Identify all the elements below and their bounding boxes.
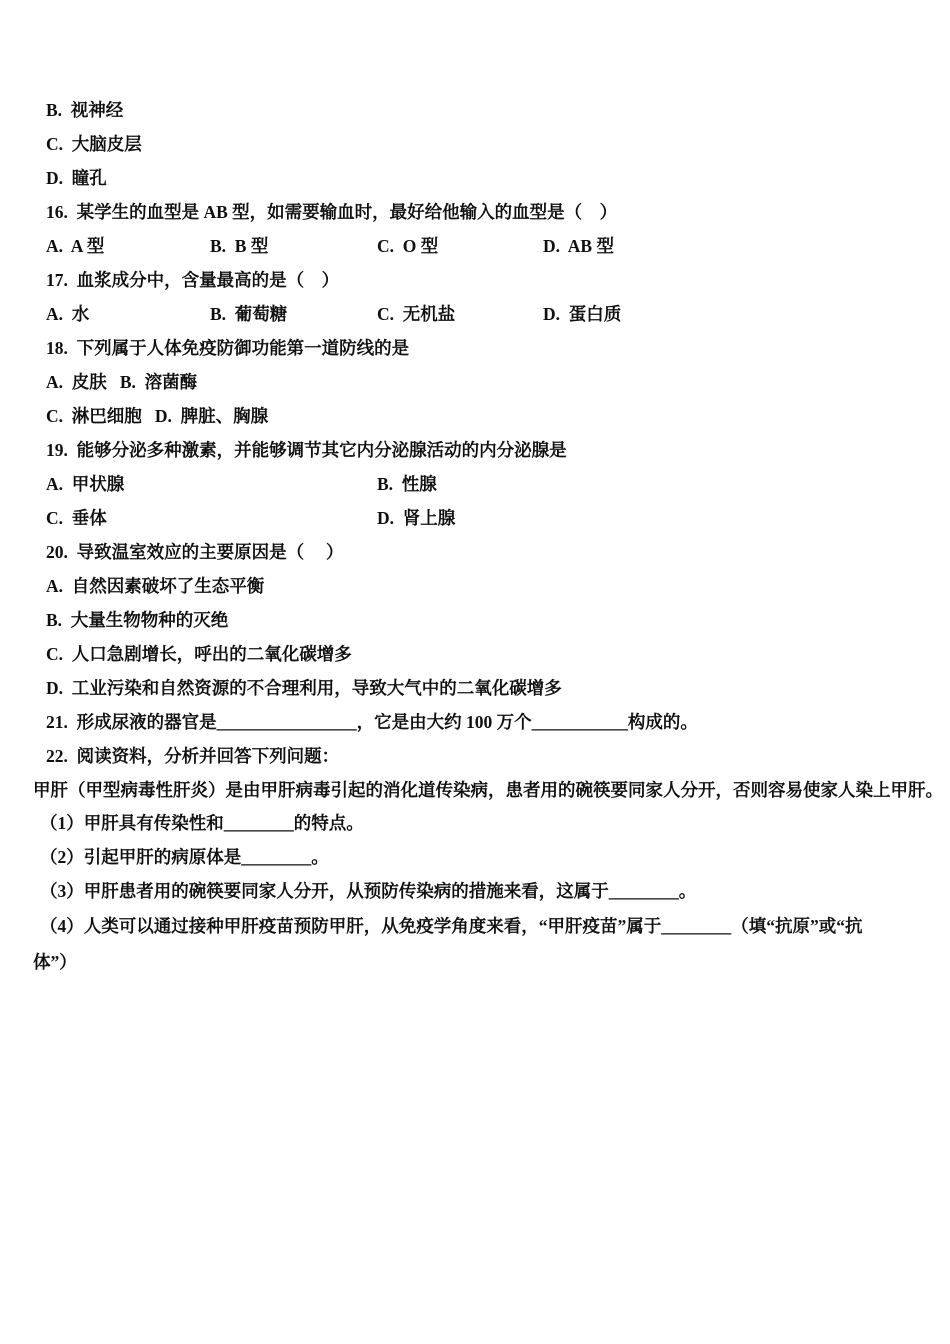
question-19-options-row-1 bbox=[46, 474, 916, 496]
question-16-stem: 16. 某学生的血型是 AB 型，如需要输血时，最好给他输入的血型是（ ） bbox=[46, 202, 618, 222]
question-22-sub-3: （3）甲肝患者用的碗筷要同家人分开，从预防传染病的措施来看，这属于________。 bbox=[40, 881, 697, 901]
question-15-option-b: B. 视神经 bbox=[46, 100, 124, 120]
question-20-stem: 20. 导致温室效应的主要原因是（ ） bbox=[46, 542, 344, 562]
question-15-option-c: C. 大脑皮层 bbox=[46, 134, 142, 154]
question-19-option-c: C. 垂体 bbox=[46, 508, 107, 528]
question-19-option-b: B. 性腺 bbox=[377, 474, 437, 494]
question-20-option-d: D. 工业污染和自然资源的不合理利用，导致大气中的二氧化碳增多 bbox=[46, 678, 562, 698]
question-20-option-a: A. 自然因素破坏了生态平衡 bbox=[46, 576, 265, 596]
question-22-sub-4-continuation: 体”） bbox=[33, 952, 77, 972]
question-20-option-b: B. 大量生物物种的灭绝 bbox=[46, 610, 229, 630]
question-18-options-row-2: C. 淋巴细胞 D. 脾脏、胸腺 bbox=[46, 406, 269, 426]
question-16-option-d: D. AB 型 bbox=[543, 236, 614, 256]
question-15-option-d: D. 瞳孔 bbox=[46, 168, 107, 188]
question-19-stem: 19. 能够分泌多种激素，并能够调节其它内分泌腺活动的内分泌腺是 bbox=[46, 440, 567, 460]
question-22-sub-2: （2）引起甲肝的病原体是________。 bbox=[40, 847, 329, 867]
question-17-option-a: A. 水 bbox=[46, 304, 90, 324]
question-16-option-b: B. B 型 bbox=[210, 236, 269, 256]
question-22-stem: 22. 阅读资料，分析并回答下列问题： bbox=[46, 746, 340, 766]
question-16-option-a: A. A 型 bbox=[46, 236, 105, 256]
question-19-options-row-2 bbox=[46, 508, 916, 530]
question-17-options-row bbox=[46, 304, 916, 326]
question-18-stem: 18. 下列属于人体免疫防御功能第一道防线的是 bbox=[46, 338, 410, 358]
question-22-sub-1: （1）甲肝具有传染性和________的特点。 bbox=[40, 813, 364, 833]
question-18-options-row-1: A. 皮肤 B. 溶菌酶 bbox=[46, 372, 198, 392]
question-20-option-c: C. 人口急剧增长，呼出的二氧化碳增多 bbox=[46, 644, 352, 664]
question-16-options-row bbox=[46, 236, 916, 258]
question-22-passage: 甲肝（甲型病毒性肝炎）是由甲肝病毒引起的消化道传染病，患者用的碗筷要同家人分开，否则容易使家人染上甲肝。 bbox=[33, 780, 943, 800]
question-16-option-c: C. O 型 bbox=[377, 236, 439, 256]
question-21-fill-blank: 21. 形成尿液的器官是________________，它是由大约 100 万个___________构成的。 bbox=[46, 712, 698, 732]
question-19-option-d: D. 肾上腺 bbox=[377, 508, 456, 528]
question-17-option-d: D. 蛋白质 bbox=[543, 304, 622, 324]
question-22-sub-4: （4）人类可以通过接种甲肝疫苗预防甲肝，从免疫学角度来看，“甲肝疫苗”属于________（填“抗原”或“抗 bbox=[40, 916, 863, 936]
question-17-option-c: C. 无机盐 bbox=[377, 304, 456, 324]
question-17-stem: 17. 血浆成分中，含量最高的是（ ） bbox=[46, 270, 340, 290]
question-19-option-a: A. 甲状腺 bbox=[46, 474, 125, 494]
question-17-option-b: B. 葡萄糖 bbox=[210, 304, 288, 324]
